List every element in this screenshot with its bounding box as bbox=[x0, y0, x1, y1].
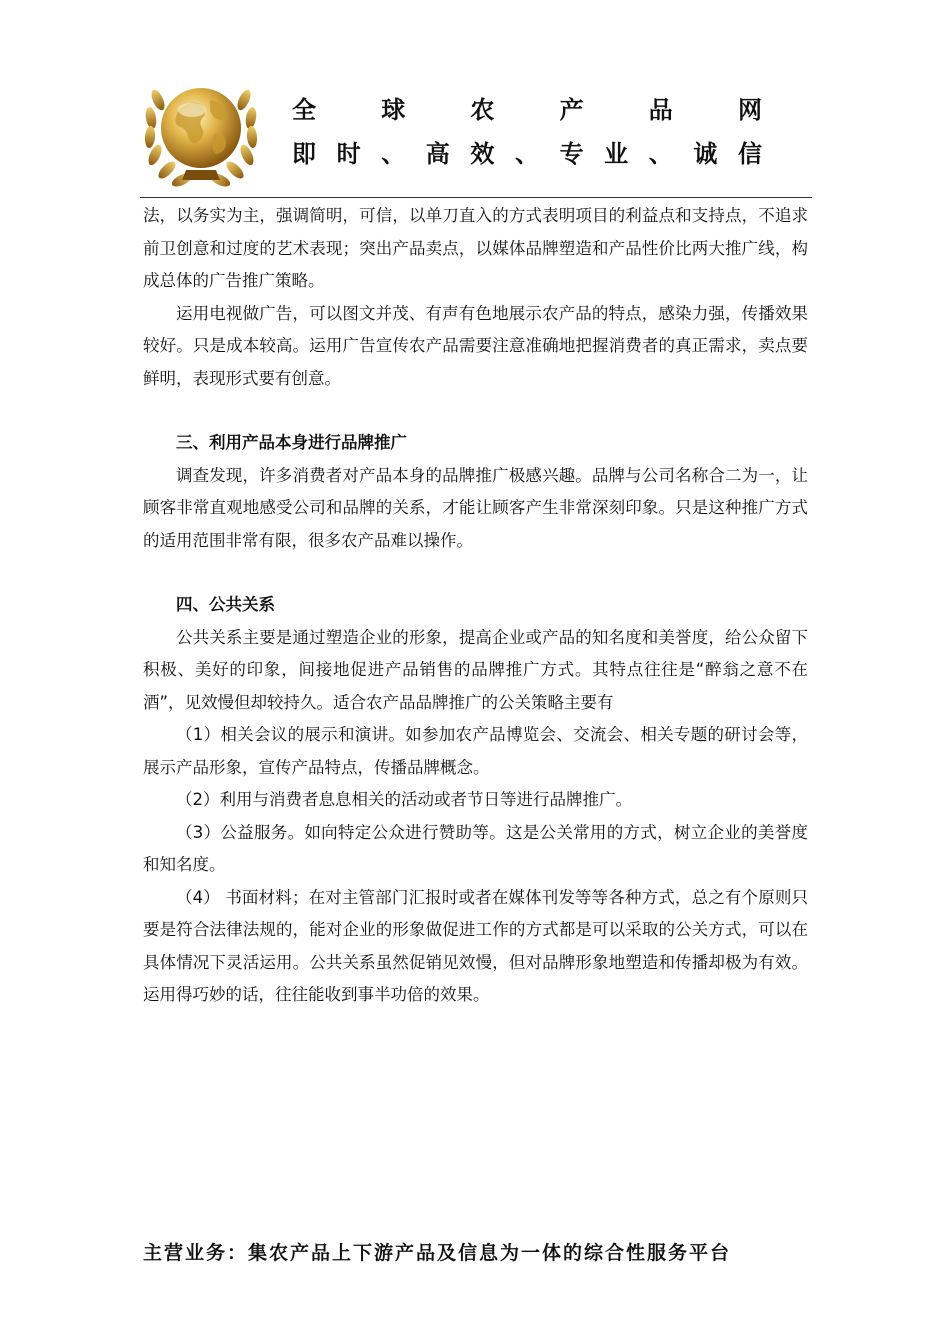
section-heading: 四、公共关系 bbox=[176, 595, 275, 614]
page-footer: 主营业务：集农产品上下游产品及信息为一体的综合性服务平台 bbox=[143, 1242, 732, 1264]
page-header bbox=[140, 64, 812, 198]
paragraph: 运用电视做广告，可以图文并茂、有声有色地展示农产品的特点，感染力强，传播效果较好。只是成本较高。运用广告宣传农产品需要注意准确地把握消费者的真正需求，卖点要鲜明，表现形式要有创意。 bbox=[143, 303, 808, 388]
list-item: （4） 书面材料；在对主管部门汇报时或者在媒体刊发等等各种方式，总之有个原则只要是符合法律法规的，能对企业的形象做促进工作的方式都是可以采取的公关方式，可以在具体情况下灵活运用。公共关系虽然促销见效慢，但对品牌形象地塑造和传播却极为有效。运用得巧妙的话，往往能收到事半功倍的效果。 bbox=[143, 887, 808, 1004]
list-item: （3）公益服务。如向特定公众进行赞助等。这是公关常用的方式，树立企业的美誉度和知名度。 bbox=[143, 822, 808, 874]
paragraph: 公共关系主要是通过塑造企业的形象，提高企业或产品的知名度和美誉度，给公众留下积极、美好的印象，间接地促进产品销售的品牌推广方式。其特点往往是“醉翁之意不在酒”，见效慢但却较持久。适合农产品品牌推广的公关策略主要有 bbox=[143, 627, 808, 712]
globe-laurel-logo-icon bbox=[140, 70, 262, 192]
section-heading: 三、利用产品本身进行品牌推广 bbox=[176, 433, 407, 452]
header-divider bbox=[140, 197, 812, 198]
document-body bbox=[143, 200, 808, 1012]
list-item: （2）利用与消费者息息相关的活动或者节日等进行品牌推广。 bbox=[176, 790, 632, 809]
paragraph: 法，以务实为主，强调简明，可信，以单刀直入的方式表明项目的利益点和支持点，不追求前卫创意和过度的艺术表现；突出产品卖点，以媒体品牌塑造和产品性价比两大推广线，构成总体的广告推广策略。 bbox=[143, 206, 808, 290]
brand-slogan: 即 时 、 高 效 、 专 业 、 诚 信 bbox=[292, 140, 762, 168]
paragraph: 调查发现，许多消费者对产品本身的品牌推广极感兴趣。品牌与公司名称合二为一，让顾客非常直观地感受公司和品牌的关系，才能让顾客产生非常深刻印象。只是这种推广方式的适用范围非常有限，很多农产品难以操作。 bbox=[143, 465, 808, 550]
list-item: （1）相关会议的展示和演讲。如参加农产品博览会、交流会、相关专题的研讨会等，展示产品形象，宣传产品特点，传播品牌概念。 bbox=[143, 725, 808, 777]
brand-name: 全 球 农 产 品 网 bbox=[292, 96, 762, 124]
